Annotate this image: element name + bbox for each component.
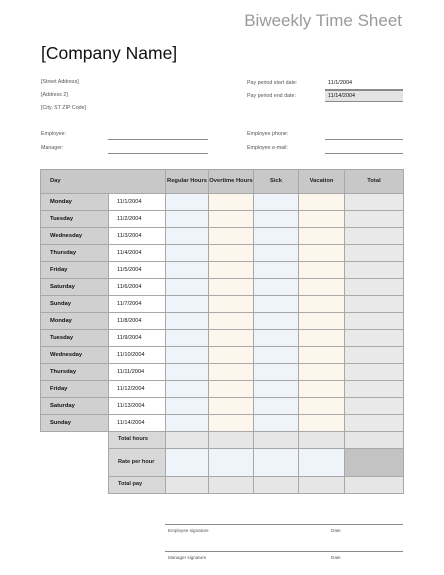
vacation-hours-input[interactable] [298,312,345,330]
total-hours-input[interactable] [344,397,404,415]
sick-hours-input[interactable] [253,278,299,296]
total-hours-input[interactable] [344,312,404,330]
vacation-hours-input[interactable] [298,278,345,296]
total-pay-total-hours-cell [344,476,404,494]
pay-period-end-label: Pay period end date: [247,93,296,99]
regular-hours-input[interactable] [165,193,209,211]
date-cell: 11/6/2004 [108,278,166,296]
total-hours-input[interactable] [344,227,404,245]
sick-hours-input[interactable] [253,329,299,347]
regular-hours-input[interactable] [165,210,209,228]
employee-email-label: Employee e-mail: [247,145,288,151]
column-header-day: Day [40,169,166,194]
vacation-hours-input[interactable] [298,363,345,381]
manager-signature-label: Manager signature [168,555,207,560]
overtime-hours-input[interactable] [208,312,254,330]
day-name-cell: Friday [40,261,109,279]
regular-hours-input[interactable] [165,397,209,415]
manager-signature-line[interactable] [165,551,403,552]
sick-hours-input[interactable] [253,295,299,313]
date-cell: 11/10/2004 [108,346,166,364]
day-name-cell: Wednesday [40,346,109,364]
date-cell: 11/2/2004 [108,210,166,228]
rate-overtime-hours-input[interactable] [208,448,254,477]
employee-signature-label: Employee signature [168,528,209,533]
overtime-hours-input[interactable] [208,295,254,313]
sick-hours-input[interactable] [253,346,299,364]
total-hours-input[interactable] [344,363,404,381]
overtime-hours-input[interactable] [208,346,254,364]
day-name-cell: Wednesday [40,227,109,245]
sick-hours-input[interactable] [253,244,299,262]
sick-hours-input[interactable] [253,363,299,381]
total-hours-total-hours-cell [344,431,404,449]
manager-signature-date-label: Date [331,555,341,560]
total-hours-input[interactable] [344,329,404,347]
date-cell: 11/12/2004 [108,380,166,398]
regular-hours-input[interactable] [165,227,209,245]
day-name-cell: Monday [40,193,109,211]
date-cell: 11/7/2004 [108,295,166,313]
regular-hours-input[interactable] [165,346,209,364]
total-hours-overtime-hours-cell [208,431,254,449]
total-hours-input[interactable] [344,210,404,228]
rate-regular-hours-input[interactable] [165,448,209,477]
overtime-hours-input[interactable] [208,363,254,381]
total-hours-input[interactable] [344,244,404,262]
company-name[interactable]: [Company Name] [41,43,178,63]
day-name-cell: Sunday [40,295,109,313]
manager-label: Manager: [41,145,64,151]
total-hours-sick-hours-cell [253,431,299,449]
total-pay-vacation-hours-cell [298,476,345,494]
overtime-hours-input[interactable] [208,380,254,398]
day-name-cell: Saturday [40,278,109,296]
column-header-sick-hours: Sick [253,169,299,194]
day-name-cell: Tuesday [40,329,109,347]
overtime-hours-input[interactable] [208,193,254,211]
document-title: Biweekly Time Sheet [244,11,402,30]
address-line-2[interactable]: [Address 2] [41,92,68,98]
column-header-regular-hours: Regular Hours [165,169,209,194]
day-name-cell: Saturday [40,397,109,415]
employee-label: Employee: [41,131,67,137]
date-cell: 11/5/2004 [108,261,166,279]
total-hours-label: Total hours [108,431,166,449]
day-name-cell: Thursday [40,363,109,381]
overtime-hours-input[interactable] [208,244,254,262]
total-hours-input[interactable] [344,414,404,432]
employee-field[interactable] [108,139,208,140]
date-cell: 11/14/2004 [108,414,166,432]
regular-hours-input[interactable] [165,295,209,313]
regular-hours-input[interactable] [165,312,209,330]
overtime-hours-input[interactable] [208,210,254,228]
regular-hours-input[interactable] [165,329,209,347]
overtime-hours-input[interactable] [208,414,254,432]
vacation-hours-input[interactable] [298,244,345,262]
vacation-hours-input[interactable] [298,414,345,432]
regular-hours-input[interactable] [165,363,209,381]
column-header-vacation-hours: Vacation [298,169,345,194]
total-hours-input[interactable] [344,193,404,211]
overtime-hours-input[interactable] [208,397,254,415]
total-hours-input[interactable] [344,346,404,364]
total-hours-regular-hours-cell [165,431,209,449]
regular-hours-input[interactable] [165,261,209,279]
total-hours-input[interactable] [344,278,404,296]
sick-hours-input[interactable] [253,380,299,398]
total-hours-input[interactable] [344,295,404,313]
employee-phone-field[interactable] [325,139,403,140]
vacation-hours-input[interactable] [298,261,345,279]
rate-per-hour-label: Rate per hour [108,448,166,477]
sick-hours-input[interactable] [253,210,299,228]
sick-hours-input[interactable] [253,414,299,432]
employee-email-field[interactable] [325,153,403,154]
total-pay-sick-hours-cell [253,476,299,494]
day-name-cell: Tuesday [40,210,109,228]
manager-field[interactable] [108,153,208,154]
day-name-cell: Friday [40,380,109,398]
total-hours-vacation-hours-cell [298,431,345,449]
overtime-hours-input[interactable] [208,227,254,245]
day-name-cell: Monday [40,312,109,330]
vacation-hours-input[interactable] [298,397,345,415]
date-cell: 11/1/2004 [108,193,166,211]
date-cell: 11/9/2004 [108,329,166,347]
sick-hours-input[interactable] [253,193,299,211]
column-header-total-hours: Total [344,169,404,194]
regular-hours-input[interactable] [165,244,209,262]
overtime-hours-input[interactable] [208,329,254,347]
total-pay-label: Total pay [108,476,166,494]
employee-signature-date-label: Date [331,528,341,533]
vacation-hours-input[interactable] [298,295,345,313]
date-cell: 11/4/2004 [108,244,166,262]
regular-hours-input[interactable] [165,414,209,432]
overtime-hours-input[interactable] [208,278,254,296]
regular-hours-input[interactable] [165,380,209,398]
pay-period-start-field[interactable]: 11/1/2004 [325,78,403,90]
rate-vacation-hours-input[interactable] [298,448,345,477]
total-pay-overtime-hours-cell [208,476,254,494]
regular-hours-input[interactable] [165,278,209,296]
vacation-hours-input[interactable] [298,346,345,364]
sick-hours-input[interactable] [253,397,299,415]
pay-period-end-field[interactable]: 11/14/2004 [325,90,403,102]
overtime-hours-input[interactable] [208,261,254,279]
total-pay-regular-hours-cell [165,476,209,494]
day-name-cell: Sunday [40,414,109,432]
sick-hours-input[interactable] [253,227,299,245]
vacation-hours-input[interactable] [298,329,345,347]
date-cell: 11/11/2004 [108,363,166,381]
city-state-zip[interactable]: [City, ST ZIP Code] [41,105,87,111]
day-name-cell: Thursday [40,244,109,262]
vacation-hours-input[interactable] [298,193,345,211]
vacation-hours-input[interactable] [298,210,345,228]
employee-phone-label: Employee phone: [247,131,289,137]
employee-signature-line[interactable] [165,524,403,525]
sick-hours-input[interactable] [253,312,299,330]
street-address[interactable]: [Street Address] [41,79,79,85]
date-cell: 11/8/2004 [108,312,166,330]
vacation-hours-input[interactable] [298,227,345,245]
date-cell: 11/13/2004 [108,397,166,415]
total-hours-input[interactable] [344,380,404,398]
date-cell: 11/3/2004 [108,227,166,245]
pay-period-start-label: Pay period start date: [247,80,298,86]
column-header-overtime-hours: Overtime Hours [208,169,254,194]
sick-hours-input[interactable] [253,261,299,279]
total-hours-input[interactable] [344,261,404,279]
vacation-hours-input[interactable] [298,380,345,398]
rate-sick-hours-input[interactable] [253,448,299,477]
rate-total-hours-input [344,448,404,477]
